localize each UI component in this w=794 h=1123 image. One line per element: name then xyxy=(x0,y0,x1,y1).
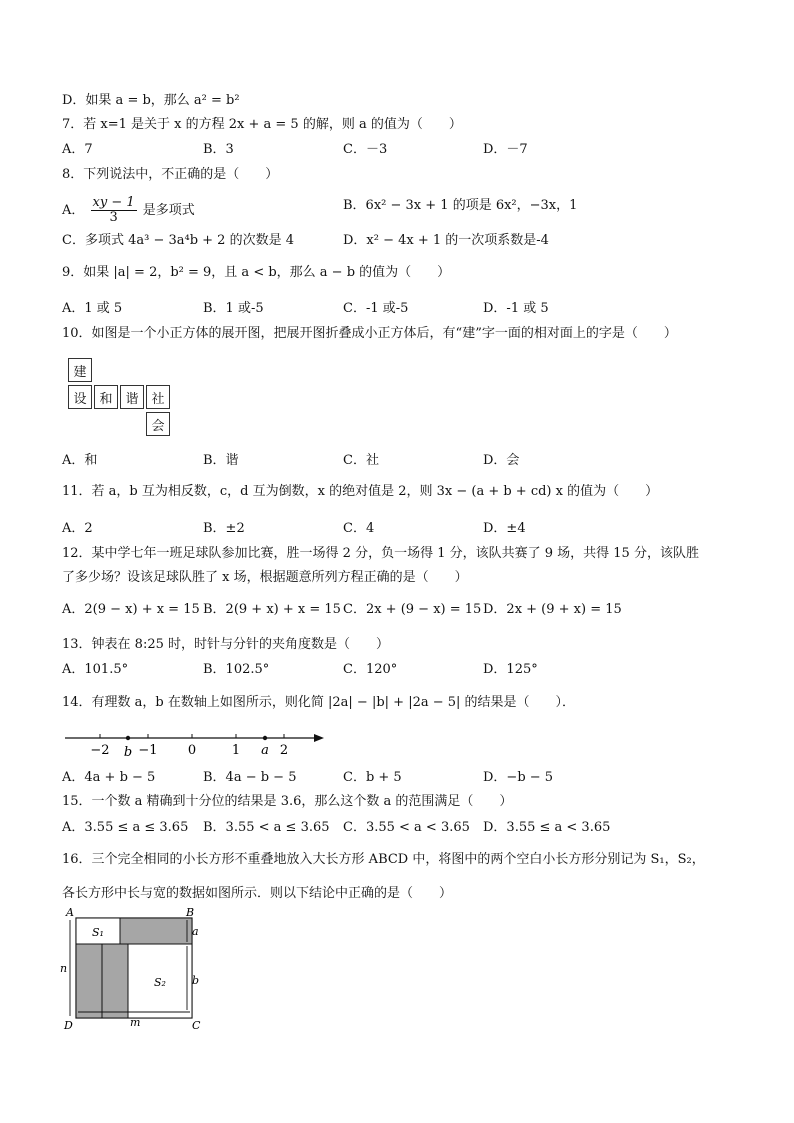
q10-option-c: C．社 xyxy=(343,453,379,468)
q15-option-c: C．3.55 < a < 3.65 xyxy=(343,820,470,835)
q11-option-d: D．±4 xyxy=(483,521,526,536)
dim-n-label: n xyxy=(60,962,68,975)
q12-option-d: D．2x + (9 + x) = 15 xyxy=(483,602,622,617)
q7-option-d: D．－7 xyxy=(483,142,528,157)
q10-option-a: A．和 xyxy=(62,453,98,468)
q15-option-b: B．3.55 < a ≤ 3.65 xyxy=(203,820,330,835)
q11-option-c: C．4 xyxy=(343,521,375,536)
q15-option-a: A．3.55 ≤ a ≤ 3.65 xyxy=(62,820,189,835)
cube-face-she: 设 xyxy=(68,385,92,409)
q11-option-a: A．2 xyxy=(62,521,93,536)
q7-option-b: B．3 xyxy=(203,142,234,157)
q15-option-d: D．3.55 ≤ a < 3.65 xyxy=(483,820,611,835)
q14-option-d: D．−b − 5 xyxy=(483,770,554,785)
tick-label-2: 2 xyxy=(279,743,289,758)
tick-label-1: 1 xyxy=(231,743,241,758)
q13-option-c: C．120° xyxy=(343,662,398,677)
question-13: 13．钟表在 8:25 时，时针与分针的夹角度数是（ ） xyxy=(62,637,389,652)
point-b-label: b xyxy=(123,745,133,760)
q14-option-b: B．4a − b − 5 xyxy=(203,770,297,785)
point-b-dot xyxy=(126,736,130,740)
corner-c-label: C xyxy=(192,1019,201,1032)
q8-option-b: B．6x² − 3x + 1 的项是 6x²，−3x，1 xyxy=(343,198,578,213)
q14-option-c: C．b + 5 xyxy=(343,770,402,785)
q8-option-a-tail: 是多项式 xyxy=(142,203,195,218)
gray-rectangle-left-1 xyxy=(76,944,102,1018)
gray-rectangle-top xyxy=(120,918,192,944)
q13-option-a: A．101.5° xyxy=(62,662,129,677)
cube-face-xie: 谐 xyxy=(120,385,144,409)
q9-option-b: B．1 或-5 xyxy=(203,301,264,316)
s1-label: S₁ xyxy=(92,926,104,939)
q14-option-a: A．4a + b − 5 xyxy=(62,770,156,785)
q13-option-b: B．102.5° xyxy=(203,662,270,677)
dim-m-label: m xyxy=(130,1016,141,1029)
point-a-dot xyxy=(263,736,267,740)
question-12-line-1: 12．某中学七年一班足球队参加比赛，胜一场得 2 分，负一场得 1 分，该队共赛了 9 场，共得 15 分，该队胜 xyxy=(62,546,699,561)
q8-option-c: C．多项式 4a³ − 3a⁴b + 2 的次数是 4 xyxy=(62,233,294,248)
q9-option-c: C．-1 或-5 xyxy=(343,301,409,316)
dim-a-label: a xyxy=(192,925,199,938)
q10-option-d: D．会 xyxy=(483,453,520,468)
q11-option-b: B．±2 xyxy=(203,521,245,536)
q8-option-a-label: A． xyxy=(62,203,85,218)
corner-a-label: A xyxy=(66,906,74,919)
tick-label-0: 0 xyxy=(187,743,197,758)
q8-option-a xyxy=(62,196,195,225)
question-9: 9．如果 |a| = 2，b² = 9，且 a < b，那么 a − b 的值为（ ） xyxy=(62,265,451,280)
q13-option-d: D．125° xyxy=(483,662,538,677)
q7-option-c: C．－3 xyxy=(343,142,388,157)
q9-option-d: D．-1 或 5 xyxy=(483,301,549,316)
q7-option-a: A．7 xyxy=(62,142,93,157)
cube-face-he: 和 xyxy=(94,385,118,409)
q12-option-c: C．2x + (9 − x) = 15 xyxy=(343,602,482,617)
question-16-line-1: 16．三个完全相同的小长方形不重叠地放入大长方形 ABCD 中，将图中的两个空白小长方形分别记为 S₁，S₂， xyxy=(62,852,705,867)
s2-label: S₂ xyxy=(154,976,166,989)
question-14: 14．有理数 a，b 在数轴上如图所示，则化简 |2a| − |b| + |2a − 5| 的结果是（ ）． xyxy=(62,695,576,710)
q12-option-a: A．2(9 − x) + x = 15 xyxy=(62,602,200,617)
q9-option-a: A．1 或 5 xyxy=(62,301,123,316)
dim-b-label: b xyxy=(192,974,200,987)
q10-option-b: B．谐 xyxy=(203,453,239,468)
question-10: 10．如图是一个小正方体的展开图，把展开图折叠成小正方体后，有“建”字一面的相对面上的字是（ ） xyxy=(62,326,677,341)
arrow-right-icon xyxy=(314,734,324,742)
rectangle-figure xyxy=(58,904,208,1032)
q8-fraction xyxy=(91,196,137,225)
point-a-label: a xyxy=(261,743,269,758)
q12-option-b: B．2(9 + x) + x = 15 xyxy=(203,602,341,617)
cube-face-jian: 建 xyxy=(68,358,92,382)
number-line-figure xyxy=(60,724,330,760)
question-16-line-2: 各长方形中长与宽的数据如图所示．则以下结论中正确的是（ ） xyxy=(62,886,453,901)
fraction-denominator: 3 xyxy=(109,210,118,225)
question-12-line-2: 了多少场？设该足球队胜了 x 场，根据题意所列方程正确的是（ ） xyxy=(62,570,468,585)
corner-b-label: B xyxy=(186,906,195,919)
question-7: 7．若 x=1 是关于 x 的方程 2x + a = 5 的解，则 a 的值为（ ） xyxy=(62,117,462,132)
tick-label-minus-2: −2 xyxy=(90,743,110,758)
gray-rectangle-left-2 xyxy=(102,944,128,1018)
cube-face-shehui: 社 xyxy=(146,385,170,409)
fraction-numerator: xy − 1 xyxy=(92,195,135,210)
question-8: 8．下列说法中，不正确的是（ ） xyxy=(62,167,279,182)
cube-face-hui: 会 xyxy=(146,412,170,436)
question-15: 15．一个数 a 精确到十分位的结果是 3.6，那么这个数 a 的范围满足（ ） xyxy=(62,794,513,809)
corner-d-label: D xyxy=(64,1019,73,1032)
tick-label-minus-1: −1 xyxy=(138,743,158,758)
q8-option-d: D．x² − 4x + 1 的一次项系数是-4 xyxy=(343,233,549,248)
question-11: 11．若 a，b 互为相反数，c，d 互为倒数，x 的绝对值是 2，则 3x − (a + b + cd) x 的值为（ ） xyxy=(62,484,659,499)
q6-option-d: D．如果 a = b，那么 a² = b² xyxy=(62,93,240,108)
